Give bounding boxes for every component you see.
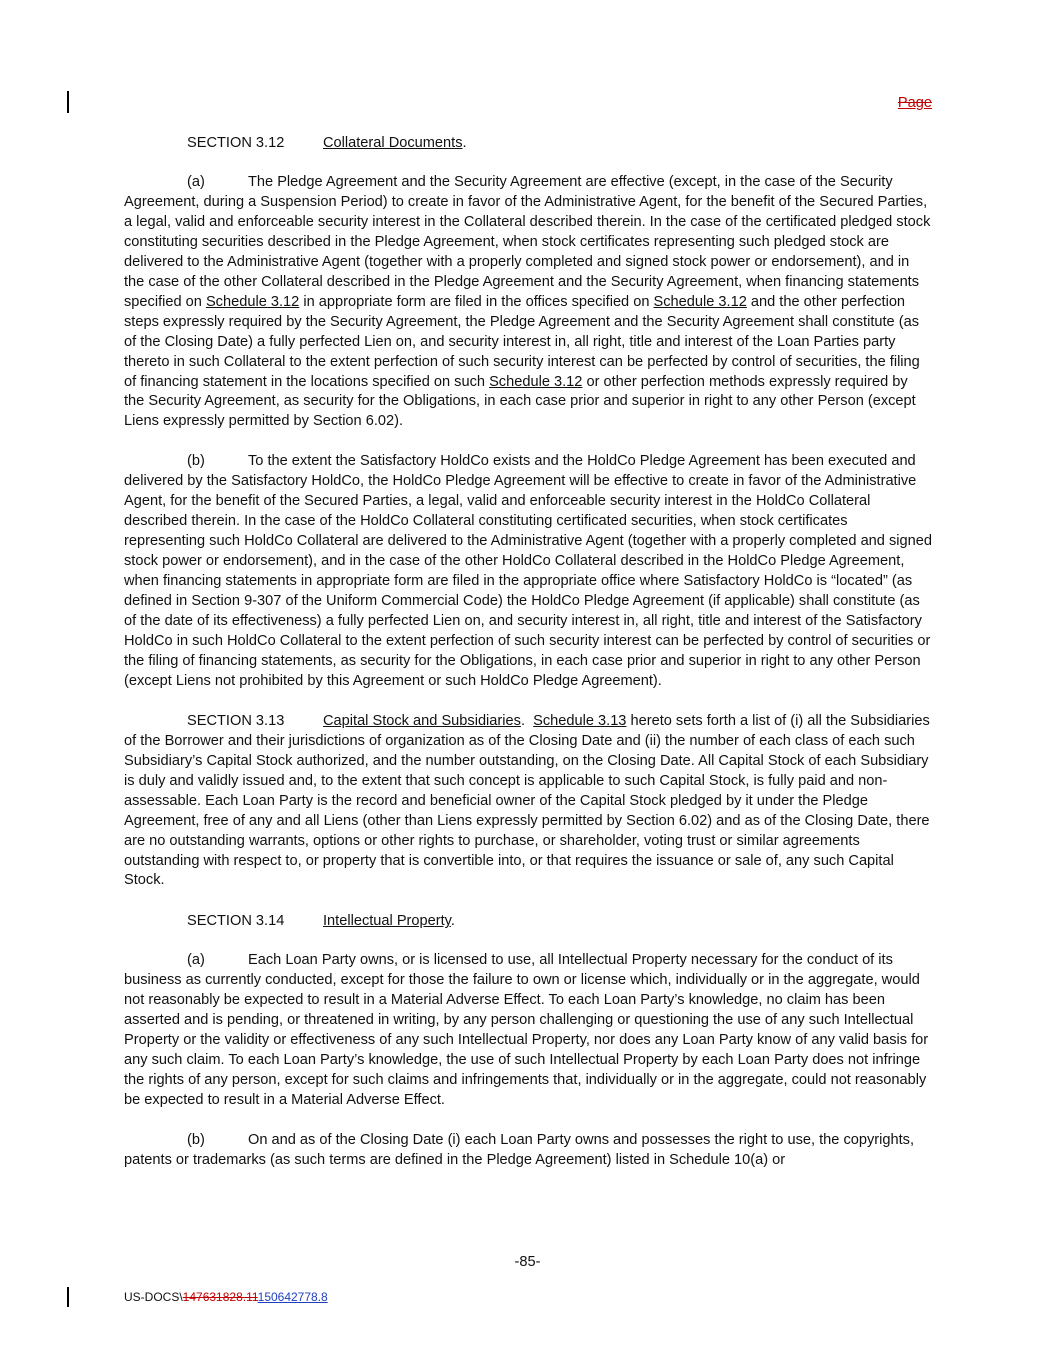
clause-text: The Pledge Agreement and the Security Agreement are effective (except, in the case of the Security Agreement, during a Suspension Period) to create in favor of the Administrative Agent, for the benefit of the Secured Parties, a legal, valid and enforceable security interest in the Collateral described therein. In the case of the certificated pledged stock constituting securities described in the Pledge Agreement, when stock certificates representing such pledged stock are delivered to the Administrative Agent (together with a properly completed and signed stock power or endorsement), and in the case of the other Collateral described in the Pledge Agreement and the Security Agreement, when financing statements specified on (124, 174, 931, 310)
section-3-13: SECTION 3.13 Capital Stock and Subsidiaries. Schedule 3.13 hereto sets forth a list of (i) all the Subsidiaries of the Borrower and their jurisdictions of organization as of the Closing Date and (ii) the number of each class of each such Subsidiary’s Capital Stock authorized, and the number outstanding, on the Closing Date. All Capital Stock of each Subsidiary is duly and validly issued and, to the extent that such concept is applicable to such Capital Stock, is fully paid and non-assessable. Each Loan Party is the record and beneficial owner of the Capital Stock pledged by it under the Pledge Agreement, free of any and all Liens (other than Liens expressly permitted by Section 6.02) and as of the Closing Date, there are no outstanding warrants, options or other rights to purchase, or shareholder, voting trust or similar agreements outstanding with respect to, or property that is convertible into, or that requires the issuance or sale of, any such Capital Stock. (124, 712, 930, 889)
schedule-reference: Schedule 3.13 (533, 712, 627, 729)
page-marker: Page (897, 95, 932, 111)
doc-id-inserted: 150642778.8 (257, 1290, 328, 1304)
section-number: SECTION 3.14 (187, 913, 285, 930)
schedule-reference: Schedule 3.12 (489, 373, 583, 390)
clause-text: To the extent the Satisfactory HoldCo exists and the HoldCo Pledge Agreement has been executed and delivered by the Satisfactory HoldCo, the HoldCo Pledge Agreement will be effective to create in favor of the Administrative Agent, for the benefit of the Secured Parties, a legal, valid and enforceable security interest in the HoldCo Collateral described therein. In the case of the HoldCo Collateral constituting certificated securities, when stock certificates representing such HoldCo Collateral are delivered to the Administrative Agent (together with a properly completed and signed stock power or endorsement), and in the case of the other HoldCo Collateral described in the HoldCo Pledge Agreement, when financing statements in appropriate form are filed in the appropriate office where Satisfactory HoldCo is “located” (as defined in Section 9-307 of the Uniform Commercial Code) the HoldCo Pledge Agreement (if applicable) shall constitute (as of the date of its effectiveness) a fully perfected Lien on, and security interest in, all right, title and interest of the Satisfactory HoldCo in such HoldCo Collateral to the extent perfection of such security interest can be perfected by control of securities or the filing of financing statements, as security for the Obligations, in each case prior and superior in right to any other Person (except Liens not prohibited by this Agreement or such HoldCo Pledge Agreement). (124, 453, 932, 689)
section-3-14-a (124, 951, 932, 1111)
section-text: hereto sets forth a list of (i) all the Subsidiaries of the Borrower and their jurisdictions of organization as of the Closing Date and (ii) the number of each class of each such Subsidiary’s Capital Stock authorized, and the number outstanding, on the Closing Date. All Capital Stock of each Subsidiary is duly and validly issued and, to the extent that such concept is applicable to such Capital Stock, is fully paid and non-assessable. Each Loan Party is the record and beneficial owner of the Capital Stock pledged by it under the Pledge Agreement, free of any and all Liens (other than Liens expressly permitted by Section 6.02) and as of the Closing Date, there are no outstanding warrants, options or other rights to purchase, or shareholder, voting trust or similar agreements outstanding with respect to, or property that is convertible into, or that requires the issuance or sale of, any such Capital Stock. (124, 712, 930, 889)
clause-text: On and as of the Closing Date (i) each Loan Party owns and possesses the right to use, the copyrights, patents or trademarks (as such terms are defined in the Pledge Agreement) listed in Schedule 10(a) or (124, 1132, 915, 1168)
section-title: Intellectual Property (323, 913, 451, 930)
section-3-12-heading: SECTION 3.12 Collateral Documents. (187, 135, 467, 151)
schedule-reference: Schedule 3.12 (653, 293, 747, 310)
section-title: Capital Stock and Subsidiaries (323, 712, 521, 729)
document-id-footer (124, 1290, 328, 1304)
change-bar-top (67, 91, 69, 113)
clause-text: and the other perfection steps expressly required by the Security Agreement, the Pledge Agreement and the Security Agreement shall constitute (as of the Closing Date) a fully perfected Lien on, and security interest in, all right, title and interest of the Loan Parties party thereto in such Collateral to the extent perfection of such security interest can be perfected by control of securities, the filing of financing statement in the locations specified on such (124, 293, 920, 390)
doc-id-deleted: 147631828.11 (182, 1290, 258, 1304)
section-3-12-b (124, 452, 932, 691)
document-body (124, 133, 932, 1191)
doc-id-prefix: US-DOCS\ (124, 1290, 183, 1304)
section-3-12-a (124, 173, 932, 432)
clause-label: (a) (187, 952, 205, 969)
clause-label: (a) (187, 174, 205, 190)
clause-label: (b) (187, 1132, 205, 1149)
clause-label: (b) (187, 453, 205, 470)
section-3-14-b (124, 1131, 932, 1171)
section-number: SECTION 3.12 (187, 135, 285, 151)
page-number: -85- (514, 1254, 541, 1270)
change-bar-bottom (67, 1287, 69, 1307)
section-title: Collateral Documents (323, 135, 463, 151)
schedule-reference: Schedule 3.12 (205, 293, 300, 310)
section-3-14-heading: SECTION 3.14 Intellectual Property. (187, 913, 455, 930)
clause-text: or other perfection methods expressly required by the Security Agreement, as security for the Obligations, in each case prior and superior in right to any other Person (except Liens expressly permitted by Section 6.02). (124, 373, 916, 430)
clause-text: Each Loan Party owns, or is licensed to use, all Intellectual Property necessary for the conduct of its business as currently conducted, except for those the failure to own or license which, individually or in the aggregate, would not reasonably be expected to result in a Material Adverse Effect. To each Loan Party’s knowledge, no claim has been asserted and is pending, or threatened in writing, by any person challenging or questioning the use of any such Intellectual Property or the validity or effectiveness of any such Intellectual Property, nor does any Loan Party know of any valid basis for any such claim. To each Loan Party’s knowledge, the use of such Intellectual Property by each Loan Party does not infringe the rights of any person, except for such claims and infringements that, individually or in the aggregate, could not reasonably be expected to result in a Material Adverse Effect. (124, 952, 929, 1109)
clause-text: in appropriate form are filed in the offices specified on (299, 293, 654, 310)
section-number: SECTION 3.13 (187, 712, 285, 729)
